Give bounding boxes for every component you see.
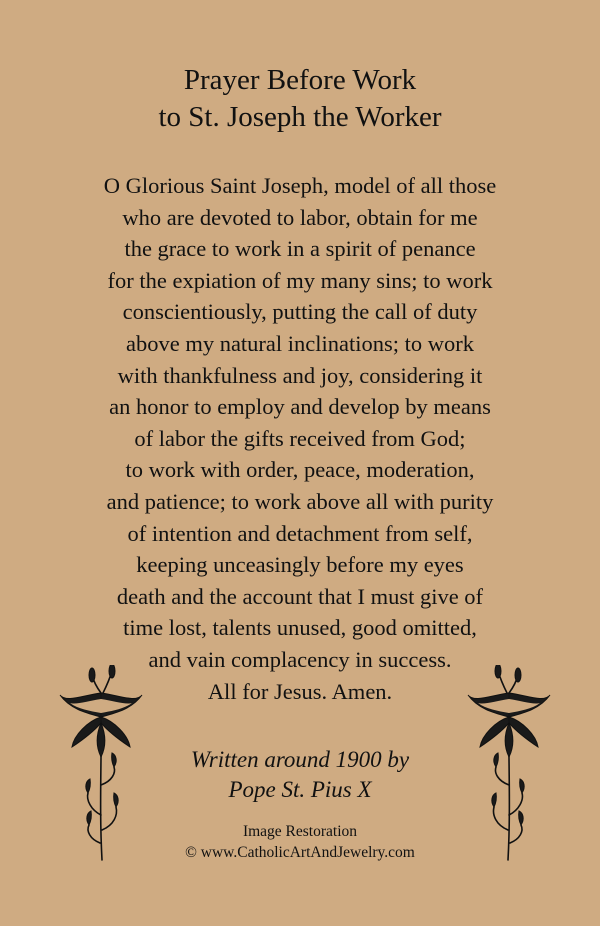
prayer-line: of labor the gifts received from God; (134, 425, 466, 451)
page-title (0, 62, 600, 136)
prayer-line: All for Jesus. Amen. (207, 678, 393, 704)
prayer-line: above my natural inclinations; to work (125, 330, 475, 356)
credit-line-1: Image Restoration (242, 823, 358, 840)
attribution (0, 745, 600, 805)
attribution-line-1: Written around 1900 by (190, 747, 410, 772)
prayer-line: and vain complacency in success. (148, 646, 452, 672)
title-line-1: Prayer Before Work (183, 64, 417, 96)
prayer-line: to work with order, peace, moderation, (125, 457, 475, 483)
prayer-line: who are devoted to labor, obtain for me (122, 204, 478, 230)
prayer-line: O Glorious Saint Joseph, model of all those (103, 173, 497, 198)
credit-line-2: © www.CatholicArtAndJewelry.com (185, 844, 415, 861)
prayer-line: of intention and detachment from self, (127, 520, 473, 546)
prayer-line: the grace to work in a spirit of penance (124, 236, 476, 262)
prayer-line: with thankfulness and joy, considering it (117, 362, 483, 388)
image-credit (0, 821, 600, 863)
attribution-line-2: Pope St. Pius X (228, 777, 372, 802)
prayer-line: an honor to employ and develop by means (109, 394, 491, 420)
prayer-line: for the expiation of my many sins; to work (107, 267, 493, 293)
prayer-line: death and the account that I must give of (116, 583, 484, 609)
prayer-line: time lost, talents unused, good omitted, (123, 615, 477, 641)
prayer-line: keeping unceasingly before my eyes (136, 552, 464, 578)
title-line-2: to St. Joseph the Worker (158, 101, 442, 133)
prayer-line: conscientiously, putting the call of duty (122, 299, 478, 325)
prayer-line: and patience; to work above all with purity (106, 488, 494, 514)
prayer-text (0, 170, 600, 707)
